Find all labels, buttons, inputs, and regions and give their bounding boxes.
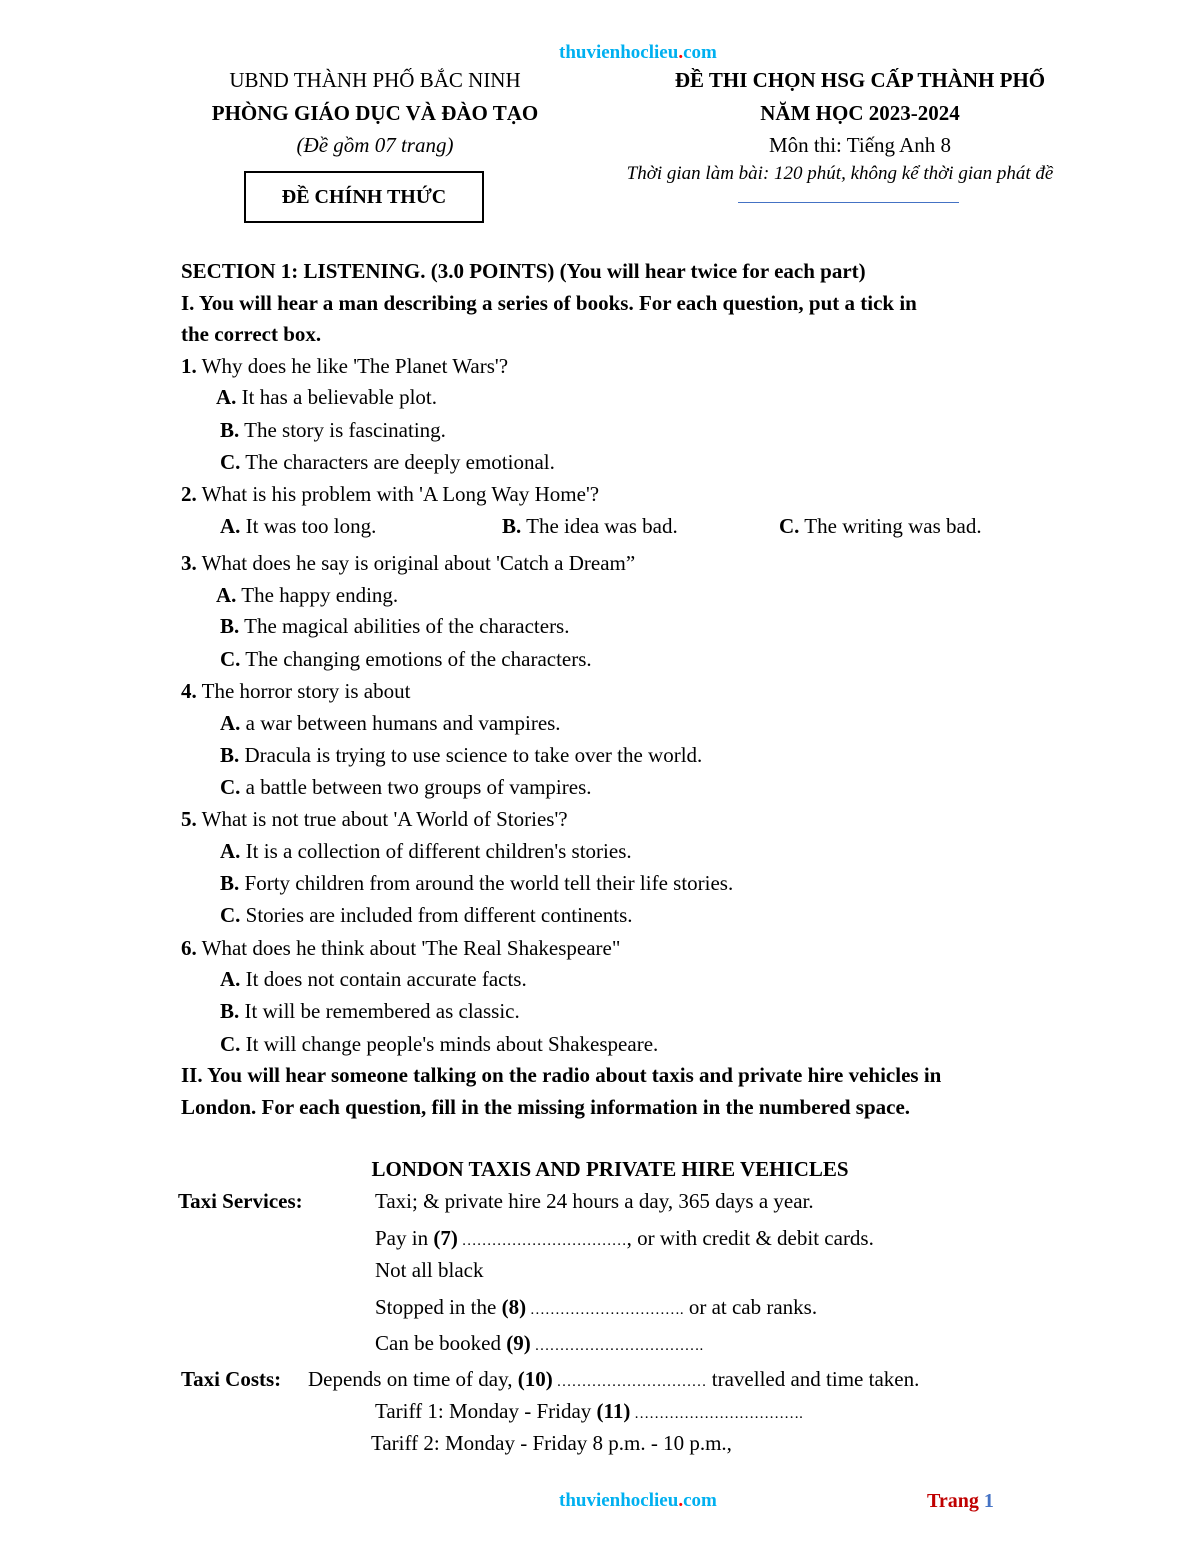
q1-option-b[interactable]: B. The story is fascinating. [220, 418, 446, 442]
q4-option-b[interactable]: B. Dracula is trying to use science to take over the world. [220, 743, 703, 767]
header-right-line4: Thời gian làm bài: 120 phút, không kể thời gian phát đề [626, 163, 1054, 184]
header-right-line3: Môn thi: Tiếng Anh 8 [768, 133, 952, 157]
part2-instruction-line1: II. You will hear someone talking on the radio about taxis and private hire vehicles in [181, 1063, 942, 1087]
q3-option-b[interactable]: B. The magical abilities of the characters. [220, 614, 570, 638]
official-exam-box: ĐỀ CHÍNH THỨC [244, 171, 484, 223]
question-2: 2. What is his problem with 'A Long Way Home'? [181, 482, 600, 506]
blank-11-line[interactable]: Tariff 1: Monday - Friday (11) ……………………………. [375, 1399, 803, 1423]
q3-option-a[interactable]: A. The happy ending. [216, 583, 399, 607]
q2-option-c[interactable]: C. The writing was bad. [779, 514, 982, 538]
q4-option-c[interactable]: C. a battle between two groups of vampires. [220, 775, 592, 799]
taxi-costs-label: Taxi Costs: [181, 1367, 282, 1391]
part2-instruction-line2: London. For each question, fill in the missing information in the numbered space. [181, 1095, 911, 1119]
header-right-line1: ĐỀ THI CHỌN HSG CẤP THÀNH PHỐ [674, 68, 1046, 92]
header-underline [738, 202, 959, 203]
part1-instruction-line2: the correct box. [181, 322, 322, 346]
services-line-1: Taxi; & private hire 24 hours a day, 365 days a year. [375, 1189, 814, 1213]
blank-9-line[interactable]: Can be booked (9) ……………………………. [375, 1331, 704, 1355]
q2-option-a[interactable]: A. It was too long. [220, 514, 377, 538]
q6-option-c[interactable]: C. It will change people's minds about Shakespeare. [220, 1032, 659, 1056]
q6-option-a[interactable]: A. It does not contain accurate facts. [220, 967, 527, 991]
blank-7-line[interactable]: Pay in (7) ……………………………, or with credit & debit cards. [375, 1226, 874, 1250]
question-4: 4. The horror story is about [181, 679, 411, 703]
bottom-watermark: thuvienhoclieu.com [559, 1490, 717, 1511]
part1-instruction-line1: I. You will hear a man describing a series of books. For each question, put a tick in [181, 291, 917, 315]
top-watermark: thuvienhoclieu.com [559, 42, 717, 63]
question-5: 5. What is not true about 'A World of Stories'? [181, 807, 568, 831]
blank-8-line[interactable]: Stopped in the (8) …………………………. or at cab ranks. [375, 1295, 818, 1319]
q5-option-c[interactable]: C. Stories are included from different continents. [220, 903, 633, 927]
header-left-line3: (Đề gồm 07 trang) [296, 133, 454, 157]
q5-option-a[interactable]: A. It is a collection of different children's stories. [220, 839, 632, 863]
header-right-line2: NĂM HỌC 2023-2024 [760, 101, 960, 125]
header-left-line1: UBND THÀNH PHỐ BẮC NINH [229, 68, 521, 92]
services-line-3: Not all black [375, 1258, 484, 1282]
question-3: 3. What does he say is original about 'Catch a Dream” [181, 551, 636, 575]
q1-option-c[interactable]: C. The characters are deeply emotional. [220, 450, 555, 474]
q4-option-a[interactable]: A. a war between humans and vampires. [220, 711, 561, 735]
q3-option-c[interactable]: C. The changing emotions of the characters. [220, 647, 592, 671]
question-1: 1. Why does he like 'The Planet Wars'? [181, 354, 509, 378]
section-heading: SECTION 1: LISTENING. (3.0 POINTS) (You will hear twice for each part) [181, 259, 866, 283]
question-6: 6. What does he think about 'The Real Shakespeare" [181, 936, 621, 960]
q1-option-a[interactable]: A. It has a believable plot. [216, 385, 438, 409]
notes-title: LONDON TAXIS AND PRIVATE HIRE VEHICLES [371, 1157, 849, 1181]
q2-option-b[interactable]: B. The idea was bad. [502, 514, 678, 538]
q6-option-b[interactable]: B. It will be remembered as classic. [220, 999, 520, 1023]
taxi-services-label: Taxi Services: [178, 1189, 303, 1213]
tariff-2-line: Tariff 2: Monday - Friday 8 p.m. - 10 p.m., [371, 1431, 732, 1455]
q5-option-b[interactable]: B. Forty children from around the world tell their life stories. [220, 871, 734, 895]
header-left-line2: PHÒNG GIÁO DỤC VÀ ĐÀO TẠO [211, 101, 539, 125]
blank-10-line[interactable]: Depends on time of day, (10) ………………………… travelled and time taken. [308, 1367, 920, 1391]
page-number: Trang 1 [927, 1490, 994, 1512]
